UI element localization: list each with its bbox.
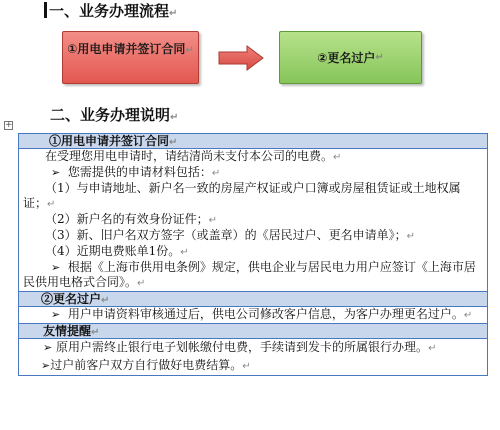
section-title: ②更名过户 [41,292,102,306]
flow-step-2-label: ②更名过户 [317,51,376,65]
paragraph-mark-icon: ↵ [406,231,416,242]
flow-step-2-box [279,31,422,84]
paragraph-mark-icon: ↵ [47,199,56,210]
paragraph-mark-icon: ↵ [211,168,221,179]
paragraph-mark-icon: ↵ [375,52,384,63]
material-item-1 [19,181,487,212]
bullet-arrow-icon: ➢ [51,166,61,179]
section-title: ①用电申请并签订合同 [49,134,170,148]
material-item-3 [19,228,487,244]
tip-2 [19,357,487,375]
material-item-4 [19,244,487,260]
paragraph-mark-icon: ↵ [169,137,178,148]
section-header-transfer [19,291,487,307]
paragraph-mark-icon: ↵ [101,295,110,306]
heading-text: 二、业务办理说明 [50,106,171,124]
bullet-arrow-icon: ➢ [51,308,61,321]
application-intro [19,149,487,165]
section-heading-process [44,0,177,21]
section-heading-description [50,104,178,125]
item-text: （2）新户名的有效身份证件； [45,212,209,226]
section-header-tips [19,323,487,339]
paragraph-mark-icon: ↵ [242,361,251,372]
note-text: 根据《上海市供用电条例》规定，供电企业与居民电力用户应签订《上海市居民供用电格式合同》。 [23,260,476,289]
flow-arrow-icon [217,44,265,72]
item-text: （4）近期电费账单1份。 [45,244,181,258]
flow-step-1-label: ①用电申请并签订合同 [67,42,186,56]
lead-text: 您需提供的申请材料包括： [67,165,212,179]
flow-step-1-box [62,31,199,84]
bullet-arrow-icon: ➢ [43,341,53,354]
paragraph-mark-icon: ↵ [169,8,178,19]
cursor-bar [44,2,47,18]
transfer-text [19,307,487,323]
paragraph-mark-icon: ↵ [137,278,146,289]
item-text: （3）新、旧户名双方签字（或盖章）的《居民过户、更名申请单》； [45,228,407,242]
material-item-2 [19,212,487,228]
paragraph-mark-icon: ↵ [91,327,100,338]
description-table [18,133,488,376]
bullet-arrow-icon: ➢ [41,359,51,372]
paragraph-mark-icon: ↵ [428,343,437,354]
paragraph-mark-icon: ↵ [185,45,194,56]
intro-text: 在受理您用电申请时，请结清尚未支付本公司的电费。 [45,149,334,163]
paragraph-mark-icon: ↵ [463,310,473,321]
paragraph-mark-icon: ↵ [333,152,342,163]
tip-text: 原用户需终止银行电子划帐缴付电费，手续请到发卡的所属银行办理。 [56,340,429,354]
table-move-handle-icon[interactable]: + [5,120,13,130]
materials-lead [19,165,487,181]
section-header-application [19,134,487,149]
tip-1 [19,339,487,357]
bullet-arrow-icon: ➢ [51,261,61,274]
section-title: 友情提醒 [43,324,92,338]
paragraph-mark-icon: ↵ [170,112,179,123]
paragraph-mark-icon: ↵ [208,215,218,226]
heading-text: 一、业务办理流程 [49,2,170,20]
tip-text: 过户前客户双方自行做好电费结算。 [50,358,243,372]
paragraph-mark-icon: ↵ [180,247,189,258]
contract-note [19,260,487,291]
item-text: （1）与申请地址、新户名一致的房屋产权证或户口簿或房屋租赁证或土地权属证； [23,181,461,210]
transfer-desc: 用户申请资料审核通过后，供电公司修改客户信息，为客户办理更名过户。 [67,307,464,321]
